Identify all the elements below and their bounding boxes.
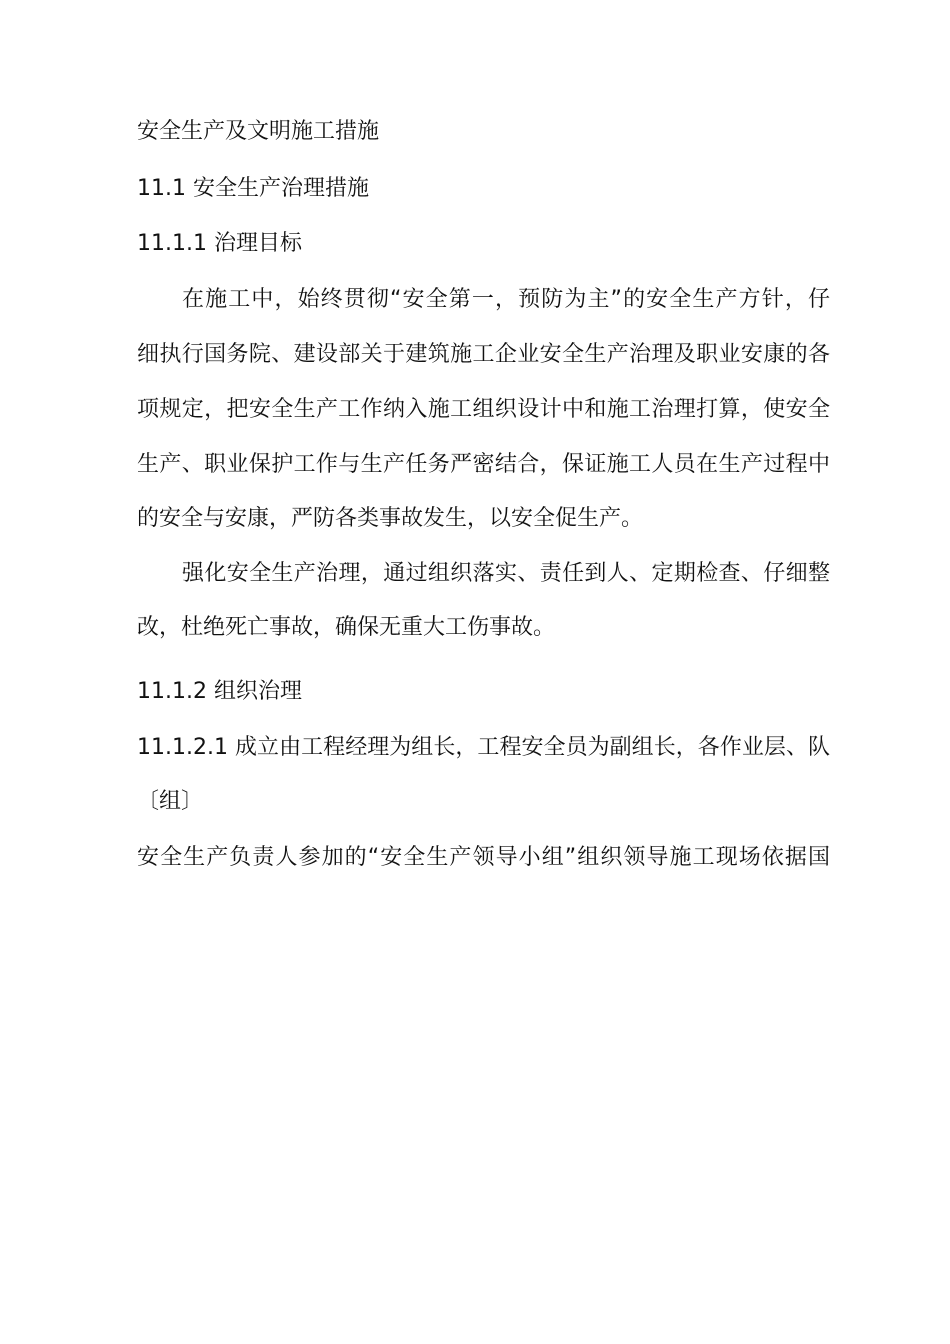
- document-title: 安全生产及文明施工措施: [137, 119, 380, 144]
- section-heading-11-1-1: 11.1.1 治理目标: [137, 231, 302, 256]
- paragraph-3-line-1: 安全生产负责人参加的“安全生产领导小组”组织领导施工现场依据国: [137, 845, 830, 870]
- section-heading-11-1-2: 11.1.2 组织治理: [137, 679, 302, 704]
- item-11-1-2-1-line-2: 〔组〕: [137, 789, 204, 814]
- paragraph-2-line-2: 改，杜绝死亡事故，确保无重大工伤事故。: [137, 615, 556, 640]
- paragraph-1-line-5: 的安全与安康，严防各类事故发生，以安全促生产。: [137, 506, 644, 531]
- paragraph-1-line-1: 在施工中，始终贯彻“安全第一，预防为主”的安全生产方针，仔: [182, 287, 830, 312]
- paragraph-1-line-4: 生产、职业保护工作与生产任务严密结合，保证施工人员在生产过程中: [137, 452, 830, 477]
- paragraph-1-line-3: 项规定，把安全生产工作纳入施工组织设计中和施工治理打算，使安全: [137, 397, 830, 422]
- item-11-1-2-1-line-1: 11.1.2.1 成立由工程经理为组长，工程安全员为副组长，各作业层、队: [137, 735, 830, 760]
- section-heading-11-1: 11.1 安全生产治理措施: [137, 176, 369, 201]
- paragraph-1-line-2: 细执行国务院、建设部关于建筑施工企业安全生产治理及职业安康的各: [137, 342, 830, 367]
- paragraph-2-line-1: 强化安全生产治理，通过组织落实、责任到人、定期检查、仔细整: [182, 561, 830, 586]
